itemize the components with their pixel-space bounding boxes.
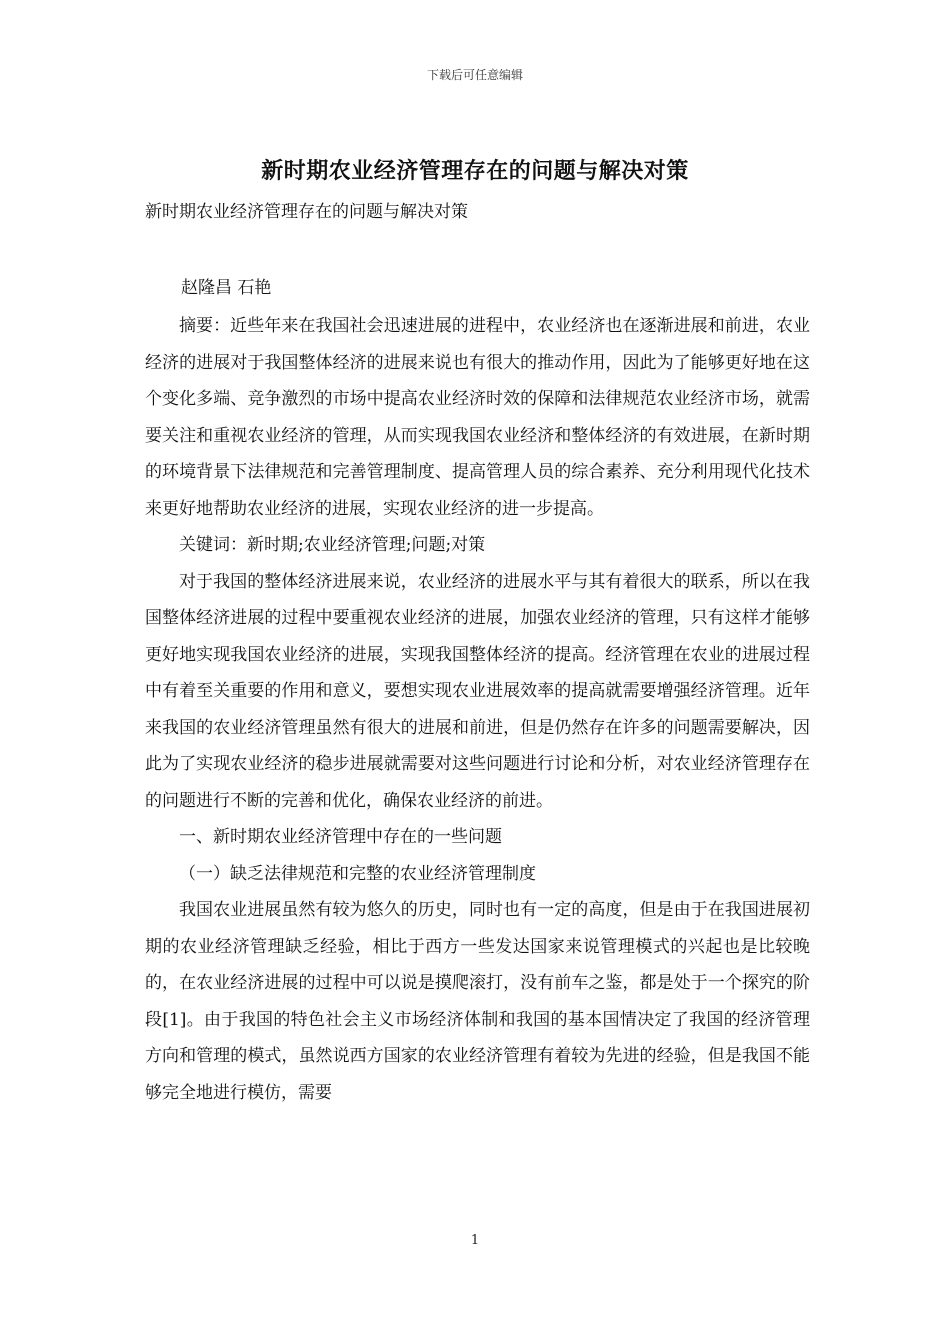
page-number: 1 [470, 1233, 480, 1248]
intro-paragraph: 对于我国的整体经济进展来说，农业经济的进展水平与其有着很大的联系，所以在我国整体经济进展的过程中要重视农业经济的进展，加强农业经济的管理，只有这样才能够更好地实现我国农业经济的进展，实现我国整体经济的提高。经济管理在农业的进展过程中有着至关重要的作用和意义，要想实现农业进展效率的提高就需要增强经济管理。近年来我国的农业经济管理虽然有很大的进展和前进，但是仍然存在许多的问题需要解决，因此为了实现农业经济的稳步进展就需要对这些问题进行讨论和分析，对农业经济管理存在的问题进行不断的完善和优化，确保农业经济的前进。 [145, 571, 810, 811]
section-body-paragraph: 我国农业进展虽然有较为悠久的历史，同时也有一定的高度，但是由于在我国进展初期的农业经济管理缺乏经验，相比于西方一些发达国家来说管理模式的兴起也是比较晚的，在农业经济进展的过程中可以说是摸爬滚打，没有前车之鉴，都是处于一个探究的阶段[1]。由于我国的特色社会主义市场经济体制和我国的基本国情决定了我国的经济管理方向和管理的模式，虽然说西方国家的农业经济管理有着较为先进的经验，但是我国不能够完全地进行模仿，需要 [145, 900, 810, 1103]
subsection-heading: （一）缺乏法律规范和完整的农业经济管理制度 [179, 863, 536, 884]
document-body [145, 308, 810, 1111]
authors: 赵隆昌 石艳 [181, 278, 272, 298]
abstract-paragraph: 摘要：近些年来在我国社会迅速进展的进程中，农业经济也在逐渐进展和前进，农业经济的进展对于我国整体经济的进展来说也有很大的推动作用，因此为了能够更好地在这个变化多端、竞争激烈的市场中提高农业经济时效的保障和法律规范农业经济市场，就需要关注和重视农业经济的管理，从而实现我国农业经济和整体经济的有效进展，在新时期的环境背景下法律规范和完善管理制度、提高管理人员的综合素养、充分利用现代化技术来更好地帮助农业经济的进展，实现农业经济的进一步提高。 [145, 316, 810, 519]
document-subtitle: 新时期农业经济管理存在的问题与解决对策 [145, 202, 468, 222]
keywords-paragraph: 关键词：新时期;农业经济管理;问题;对策 [179, 535, 486, 555]
section-heading: 一、新时期农业经济管理中存在的一些问题 [179, 827, 502, 847]
header-note: 下载后可任意编辑 [426, 68, 523, 82]
document-title: 新时期农业经济管理存在的问题与解决对策 [261, 158, 689, 184]
